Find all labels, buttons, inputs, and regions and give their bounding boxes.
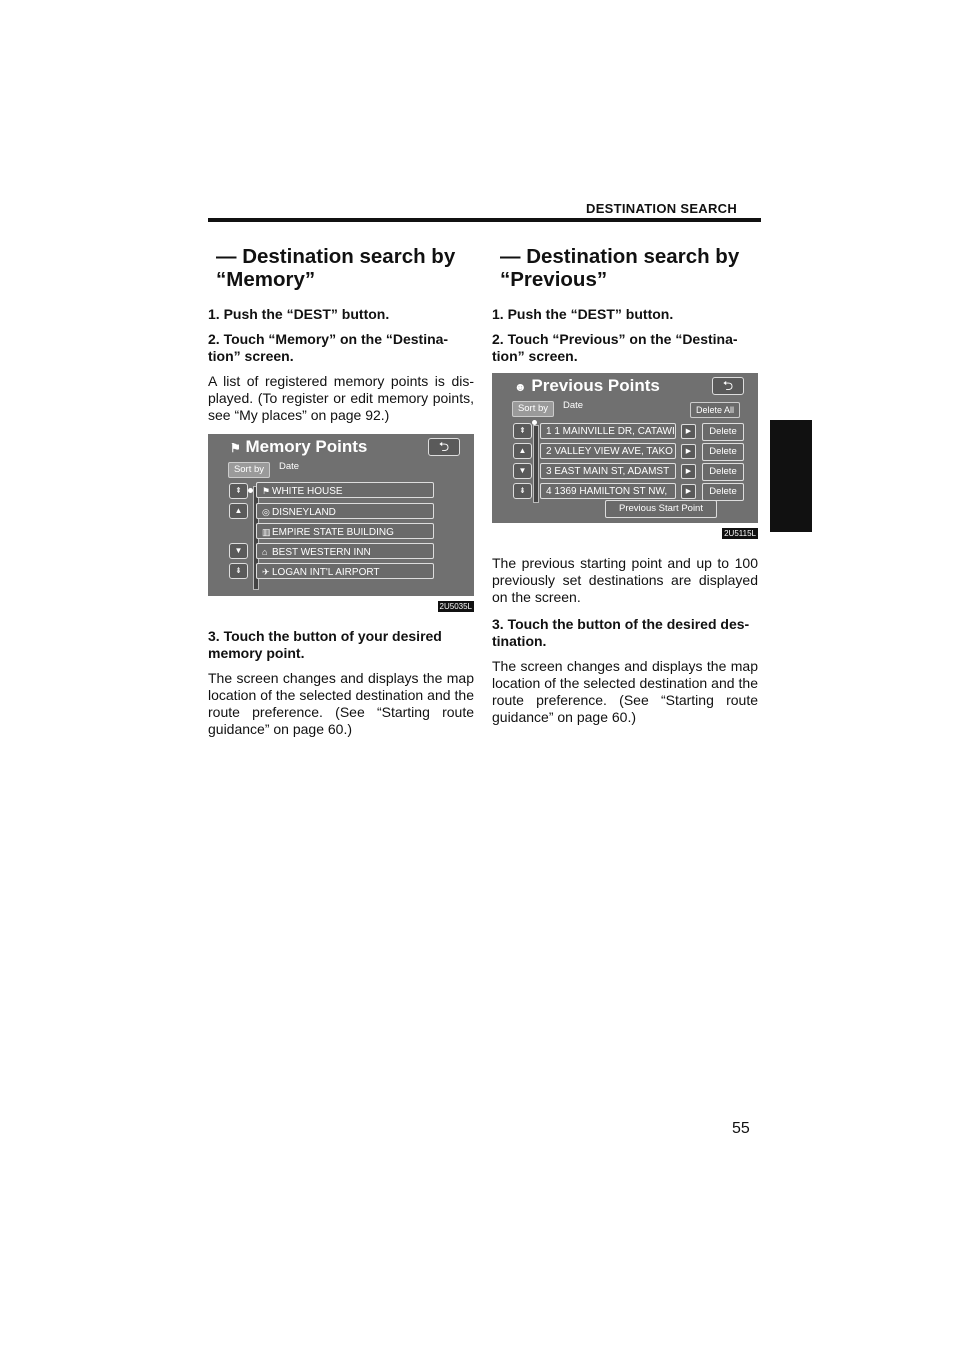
image-code: 2U5035L	[439, 602, 472, 611]
previous-points-screen	[492, 373, 758, 523]
building-icon: ▥	[262, 527, 271, 537]
list-item[interactable]: 1 1 MAINVILLE DR, CATAWI	[540, 423, 676, 439]
delete-all-button[interactable]: Delete All	[690, 402, 740, 418]
running-header: DESTINATION SEARCH	[586, 201, 738, 216]
previous-start-point-button[interactable]: Previous Start Point	[605, 500, 717, 518]
page-down-icon[interactable]: ⇟	[229, 563, 248, 579]
airplane-icon: ✈	[262, 567, 270, 577]
header-rule	[208, 218, 761, 222]
list-item[interactable]: 3 EAST MAIN ST, ADAMST	[540, 463, 676, 479]
previous-section-title: — Destination search by “Previous”	[500, 245, 740, 291]
previous-screen-title: ☻ Previous Points	[514, 376, 660, 395]
play-icon[interactable]: ▶	[681, 444, 696, 459]
scroll-position-dot	[248, 488, 253, 493]
memory-flag-icon: ⚑	[230, 441, 241, 455]
scroll-down-icon[interactable]: ▼	[229, 543, 248, 559]
memory-step-2: 2. Touch “Memory” on the “Destina-tion” screen.	[208, 331, 449, 364]
section-tab-marker	[770, 420, 812, 532]
sort-value-label: Date	[279, 461, 300, 472]
memory-section-title: — Destination search by “Memory”	[216, 245, 456, 291]
page-number: 55	[732, 1120, 750, 1137]
previous-paragraph-1: The previous starting point and up to 100 previously set destinations are displayed on the screen.	[492, 555, 758, 605]
list-item[interactable]: ◎ DISNEYLAND	[256, 503, 434, 519]
previous-step-1: 1. Push the “DEST” button.	[492, 306, 674, 322]
play-icon[interactable]: ▶	[681, 424, 696, 439]
memory-step-3: 3. Touch the button of your desired memory point.	[208, 628, 442, 661]
previous-step-2: 2. Touch “Previous” on the “Destina-tion” screen.	[492, 331, 738, 364]
previous-section	[492, 245, 758, 736]
list-item[interactable]: ⌂ BEST WESTERN INN	[256, 543, 434, 559]
memory-screen-title: ⚑ Memory Points	[230, 437, 368, 456]
page-down-icon[interactable]: ⇟	[513, 483, 532, 499]
delete-button[interactable]: Delete	[702, 463, 744, 481]
memory-paragraph-2: The screen changes and displays the map location of the selected destination and the route preference. (See “Starting route guidance” on page 60.)	[208, 670, 474, 737]
memory-step-1: 1. Push the “DEST” button.	[208, 306, 390, 322]
scroll-position-dot	[532, 420, 537, 425]
list-item[interactable]: ✈ LOGAN INT'L AIRPORT	[256, 563, 434, 579]
delete-button[interactable]: Delete	[702, 443, 744, 461]
sort-by-button[interactable]: Sort by	[512, 401, 554, 417]
play-icon[interactable]: ▶	[681, 484, 696, 499]
memory-section	[208, 245, 474, 748]
globe-icon: ◎	[262, 507, 270, 517]
previous-paragraph-2: The screen changes and displays the map location of the selected destination and the route preference. (See “Starting route guidance” on page 60.)	[492, 658, 758, 725]
memory-points-screen	[208, 434, 474, 596]
page-up-icon[interactable]: ⇞	[513, 423, 532, 439]
delete-button[interactable]: Delete	[702, 483, 744, 501]
list-item[interactable]: ⚑ WHITE HOUSE	[256, 482, 434, 498]
list-item[interactable]: 4 1369 HAMILTON ST NW,	[540, 483, 676, 499]
return-arrow-icon[interactable]: ⮌	[428, 438, 460, 456]
sort-value-label: Date	[563, 400, 584, 411]
memory-paragraph-1: A list of registered memory points is dis-played. (To register or edit memory points, see “My places” on page 92.)	[208, 373, 474, 423]
scroll-up-icon[interactable]: ▲	[229, 503, 248, 519]
list-item[interactable]: 2 VALLEY VIEW AVE, TAKO	[540, 443, 676, 459]
scroll-down-icon[interactable]: ▼	[513, 463, 532, 479]
previous-step-3: 3. Touch the button of the desired des-tination.	[492, 616, 750, 649]
previous-people-icon: ☻	[514, 380, 527, 394]
flag-icon: ⚑	[262, 486, 271, 496]
delete-button[interactable]: Delete	[702, 423, 744, 441]
list-item[interactable]: ▥EMPIRE STATE BUILDING	[256, 523, 434, 539]
play-icon[interactable]: ▶	[681, 464, 696, 479]
scroll-up-icon[interactable]: ▲	[513, 443, 532, 459]
scrollbar[interactable]	[533, 425, 539, 503]
image-code: 2U5115L	[724, 529, 756, 538]
sort-by-button[interactable]: Sort by	[228, 462, 270, 478]
return-arrow-icon[interactable]: ⮌	[712, 377, 744, 395]
page-up-icon[interactable]: ⇞	[229, 483, 248, 499]
hotel-icon: ⌂	[262, 547, 268, 557]
